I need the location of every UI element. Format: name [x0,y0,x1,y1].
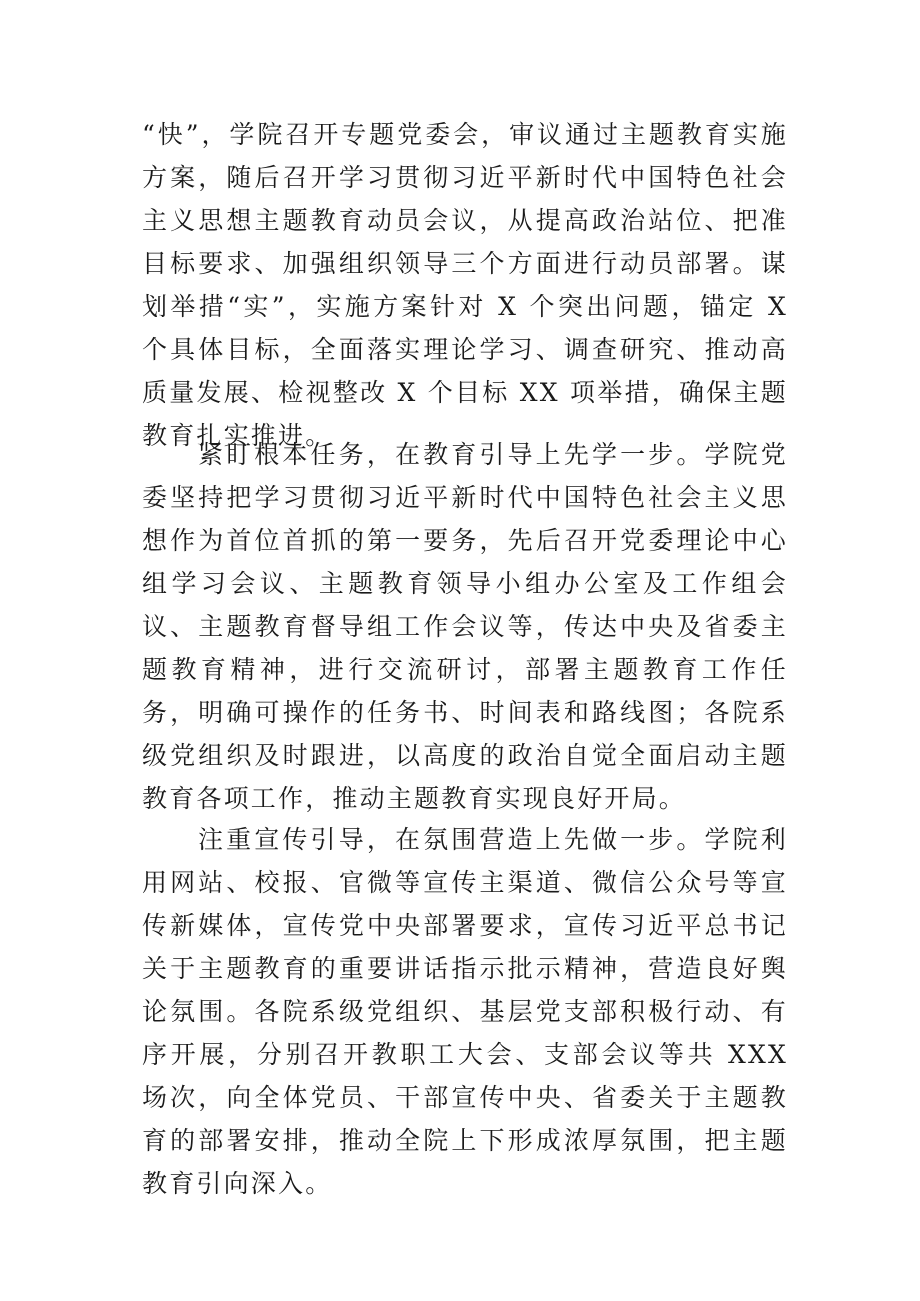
paragraph-continuation: “快”，学院召开专题党委会，审议通过主题教育实施方案，随后召开学习贯彻习近平新时代中国特色社会主义思想主题教育动员会议，从提高政治站位、把准目标要求、加强组织领导三个方面进行动员部署。谋划举措“实”，实施方案针对 X 个突出问题，锚定 X 个具体目标，全面落实理论学习、调查研究、推动高质量发展、检视整改 X 个目标 XX 项举措，确保主题教育扎实推进。 [142,120,788,450]
paragraph-publicity-guidance: 注重宣传引导，在氛围营造上先做一步。学院利用网站、校报、官微等宣传主渠道、微信公众号等宣传新媒体，宣传党中央部署要求，宣传习近平总书记关于主题教育的重要讲话指示批示精神，营造良好舆论氛围。各院系级党组织、基层党支部积极行动、有序开展，分别召开教职工大会、支部会议等共 XXX 场次，向全体党员、干部宣传中央、省委关于主题教育的部署安排，推动全院上下形成浓厚氛围，把主题教育引向深入。 [142,825,788,1198]
paragraph-education-guidance: 紧盯根本任务，在教育引导上先学一步。学院党委坚持把学习贯彻习近平新时代中国特色社会主义思想作为首位首抓的第一要务，先后召开党委理论中心组学习会议、主题教育领导小组办公室及工作组会议、主题教育督导组工作会议等，传达中央及省委主题教育精神，进行交流研讨，部署主题教育工作任务，明确可操作的任务书、时间表和路线图；各院系级党组织及时跟进，以高度的政治自觉全面启动主题教育各项工作，推动主题教育实现良好开局。 [142,440,788,813]
